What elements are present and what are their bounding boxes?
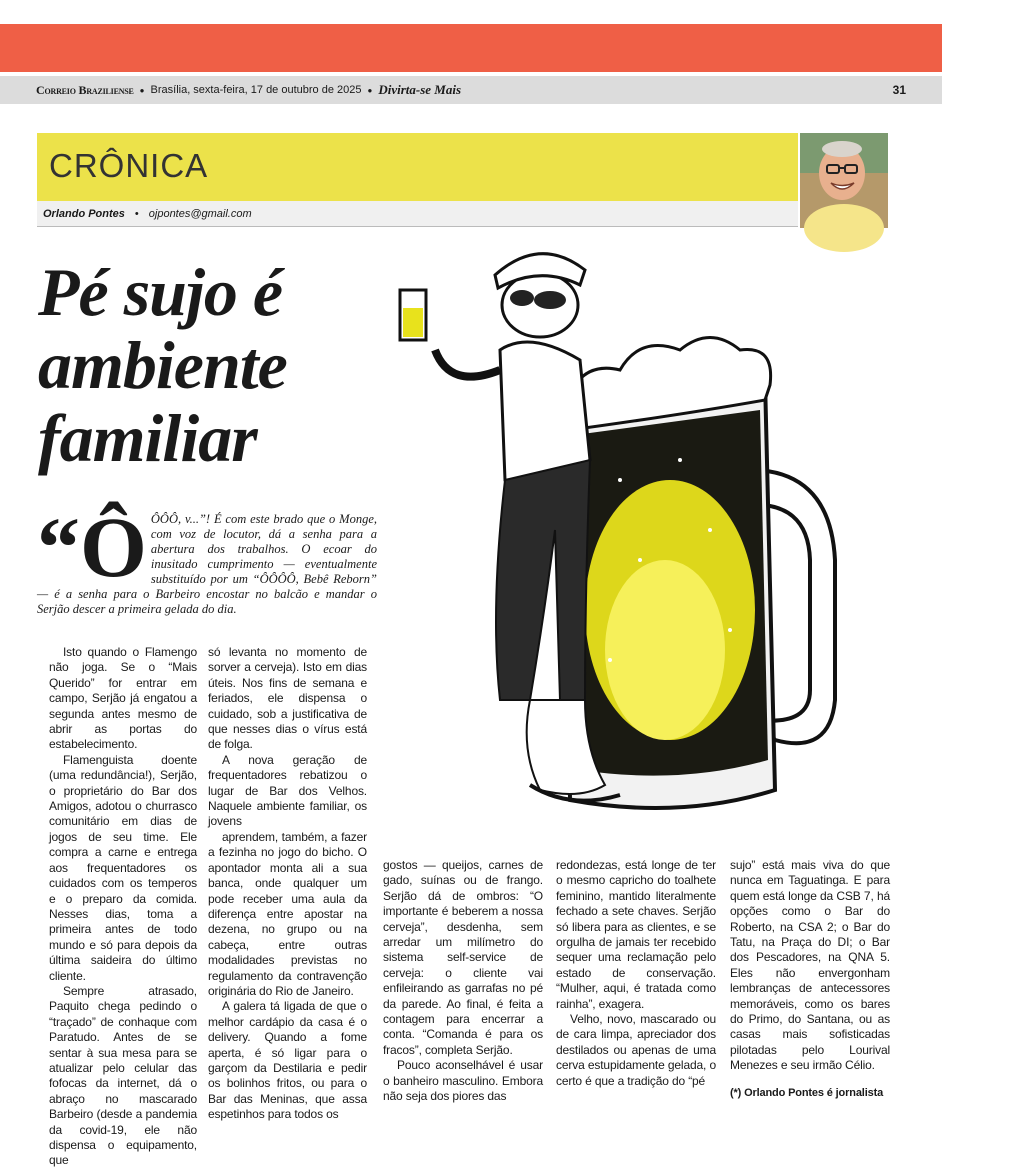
byline — [37, 201, 798, 227]
column-label-bar — [37, 133, 798, 201]
paper-name: Correio Braziliense — [36, 82, 134, 97]
author-photo — [800, 133, 888, 228]
lead-paragraph — [37, 499, 377, 617]
text-column-2 — [208, 645, 367, 1123]
text-column-4 — [556, 858, 716, 1089]
paragraph: Pouco aconselhável é usar o banheiro masculino. Embora não seja dos piores das — [383, 1058, 543, 1104]
paragraph: Velho, novo, mascarado ou de cara limpa, apreciador dos destilados ou apenas de uma cerva estupidamente gelada, o certo é que a tradição do “pé — [556, 1012, 716, 1088]
paragraph: sujo” está mais viva do que nunca em Taguatinga. E para quem está longe da CSB 7, há opções como o Bar do Roberto, na CSA 2; o Bar do Tatu, na Praça do DI; o Bar dos Pescadores, na QNA 5. Eles não envergonham lembranças de antecessores memoráveis, como os bares do Primo, do Santana, ou as casas mais sofisticadas pilotadas pelo Lourival Menezes e seu irmão Célio. — [730, 858, 890, 1073]
column-label: CRÔNICA — [49, 147, 209, 184]
text-column-5 — [730, 858, 890, 1101]
paragraph: aprendem, também, a fazer a fezinha no jogo do bicho. O apontador monta ali a sua banca, onde qualquer um pode receber uma aula da diferença entre apostar na dezena, no grupo ou na cabeça, entre outras modalidades previstas no regulamento da contravenção originária do Rio de Janeiro. — [208, 829, 367, 998]
author-name: Orlando Pontes — [43, 207, 125, 220]
author-footnote: (*) Orlando Pontes é jornalista — [730, 1086, 884, 1099]
top-color-band — [0, 24, 942, 72]
paragraph: gostos — queijos, carnes de gado, suínas ou de frango. Serjão dá de ombros: “O importante é beberem a nossa cerveja”, desdenha, sem arredar um milímetro do sistema self-service de cerveja: o cliente vai enfileirando as garrafas no pé da parede. Ao final, é feita a contagem para encerrar a conta. “Comanda é para os fracos”, completa Serjão. — [383, 858, 543, 1057]
paragraph: A nova geração de frequentadores rebatizou o lugar de Bar dos Velhos. Naquele ambiente familiar, os jovens — [208, 752, 367, 829]
folio-bar — [0, 76, 942, 104]
headline: Pé sujo é ambiente familiar — [38, 254, 287, 476]
author-email: ojpontes@gmail.com — [148, 207, 252, 220]
bullet-icon: ● — [367, 85, 373, 95]
paragraph: A galera tá ligada de que o melhor cardápio da casa é o delivery. Quando a fome aperta, é só ligar para o garçom da Destilaria e pedir os bolinhos fritos, ou para o Bar das Meninas, que assa espetinhos para todos os — [208, 999, 367, 1122]
text-column-1 — [49, 645, 197, 1169]
paragraph: só levanta no momento de sorver a cerveja). Isto em dias úteis. Nos fins de semana e feriados, ele dispensa o cuidado, sob a justificativa de que nesses dias o vírus está de folga. — [208, 645, 367, 752]
bullet-icon: ● — [139, 85, 145, 95]
dateline: Brasília, sexta-feira, 17 de outubro de 2025 — [150, 84, 362, 96]
paragraph: redondezas, está longe de ter o mesmo capricho do toalhete feminino, mantido literalmente fechado a sete chaves. Serjão só libera para as clientes, e se orgulha de jamais ter recebido sequer uma reclamação pelo estado de conservação. “Mulher, aqui, é tratada como rainha”, exagera. — [556, 858, 716, 1011]
lead-text: ÔÔÔ, v...”! É com este brado que o Monge, com voz de locutor, dá a senha para a abertura dos trabalhos. O ecoar do inusitado cumprimento — eventualmente substituído por um “ÔÔÔÔ, Bebê Reborn” — é a senha para o Barbeiro encostar no balcão e mandar o Serjão descer a primeira gelada do dia. — [37, 512, 377, 616]
section-name: Divirta-se Mais — [378, 82, 462, 97]
cartoon-illustration — [380, 230, 860, 845]
paragraph: Sempre atrasado, Paquito chega pedindo o “traçado” de conhaque com Paratudo. Antes de se sentar à sua mesa para se atualizar pelo celular das fofocas da internet, dá o abraço no mascarado Barbeiro (desde a pandemia da covid-19, ele não dispensa o equipamento, que — [49, 983, 197, 1168]
bullet-icon: • — [134, 207, 139, 220]
paragraph: Isto quando o Flamengo não joga. Se o “Mais Querido” for entrar em campo, Serjão já engatou a segunda antes mesmo de abrir as portas do estabelecimento. — [49, 645, 197, 752]
paragraph: Flamenguista doente (uma redundância!), Serjão, o proprietário do Bar dos Amigos, adotou o churrasco comunitário em dias de jogos de seu time. Ele compra a carne e entrega aos frequentadores os cuidados com os temperos e o preparo da comida. Nesses dias, toma a primeira antes de todo mundo e só para depois da última saideira do último cliente. — [49, 752, 197, 983]
drop-cap: “Ô — [37, 499, 147, 595]
text-column-3 — [383, 858, 543, 1105]
page-number: 31 — [892, 83, 906, 97]
